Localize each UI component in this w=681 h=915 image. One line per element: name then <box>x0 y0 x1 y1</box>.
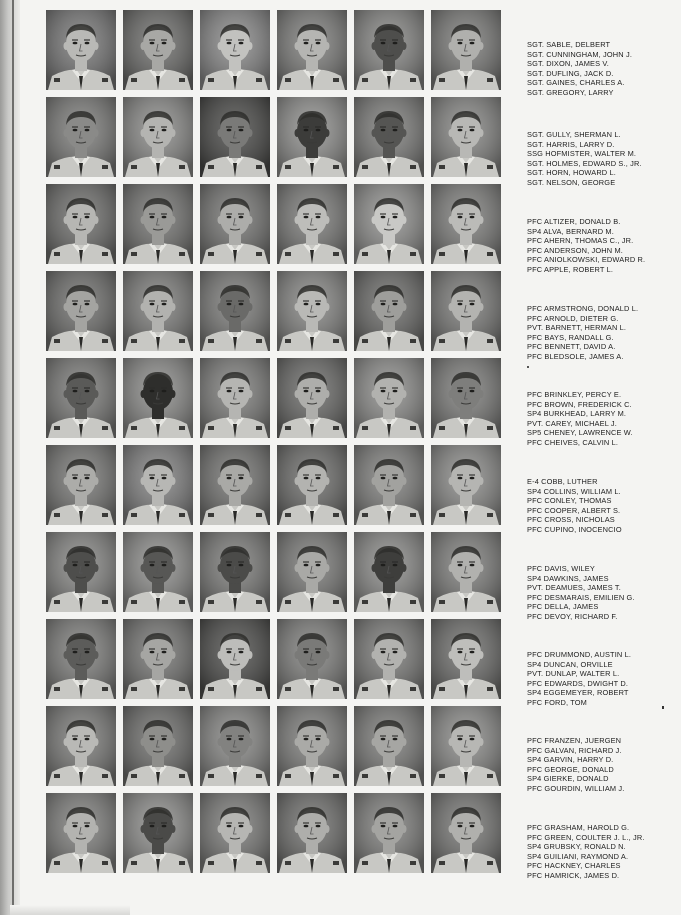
caption-block <box>527 477 677 535</box>
portrait-photo <box>354 619 424 699</box>
portrait-photo <box>431 10 501 90</box>
portrait-photo <box>431 184 501 264</box>
portrait-photo <box>277 445 347 525</box>
caption-name: PFC BRINKLEY, PERCY E. <box>527 390 622 399</box>
portrait-photo <box>277 706 347 786</box>
portrait-photo <box>354 706 424 786</box>
caption-block <box>527 823 677 881</box>
print-speck <box>527 366 529 368</box>
caption-name: SSG HOFMISTER, WALTER M. <box>527 149 637 159</box>
caption-name: PFC ARNOLD, DIETER G. <box>527 313 619 323</box>
caption-name: SGT. GAINES, CHARLES A. <box>527 78 625 88</box>
caption-name: PFC CONLEY, THOMAS <box>527 496 612 506</box>
caption-name: SP4 GIERKE, DONALD <box>527 774 609 784</box>
portrait-photo <box>277 97 347 177</box>
caption-name: SP4 BURKHEAD, LARRY M. <box>527 409 627 419</box>
caption-name: PFC CUPINO, INOCENCIO <box>527 524 622 534</box>
caption-name: PFC GOURDIN, WILLIAM J. <box>527 783 625 793</box>
caption-name: SGT. GREGORY, LARRY <box>527 87 614 97</box>
portrait-photo <box>123 793 193 873</box>
portrait-photo <box>46 97 116 177</box>
portrait-photo <box>123 10 193 90</box>
portrait-photo <box>200 97 270 177</box>
portrait-photo <box>431 793 501 873</box>
caption-name: PFC DELLA, JAMES <box>527 602 599 612</box>
portrait-photo <box>431 445 501 525</box>
portrait-photo <box>277 793 347 873</box>
caption-name: SGT. HOLMES, EDWARD S., JR. <box>527 158 642 168</box>
page-bottom-shadow <box>10 905 130 915</box>
caption-name: PFC ANDERSON, JOHN M. <box>527 245 623 255</box>
caption-name: E-4 COBB, LUTHER <box>527 477 598 486</box>
caption-name: PFC GREEN, COULTER J. L., JR. <box>527 832 645 842</box>
caption-name: PFC FORD, TOM <box>527 697 587 707</box>
portrait-photo <box>200 532 270 612</box>
caption-name: PFC GALVAN, RICHARD J. <box>527 745 622 755</box>
portrait-photo <box>431 358 501 438</box>
portrait-photo <box>354 358 424 438</box>
print-speck <box>662 706 664 709</box>
portrait-photo <box>277 532 347 612</box>
caption-name: PFC HACKNEY, CHARLES <box>527 861 621 871</box>
portrait-grid <box>46 10 511 890</box>
caption-name: PFC BROWN, FREDERICK C. <box>527 399 632 409</box>
portrait-photo <box>200 793 270 873</box>
caption-name: PFC CHEIVES, CALVIN L. <box>527 437 619 447</box>
caption-name: SP4 ALVA, BERNARD M. <box>527 226 614 236</box>
caption-name: PFC BAYS, RANDALL G. <box>527 332 614 342</box>
portrait-photo <box>354 184 424 264</box>
portrait-photo <box>354 10 424 90</box>
portrait-photo <box>431 619 501 699</box>
portrait-photo <box>354 445 424 525</box>
caption-name: SGT. DUFLING, JACK D. <box>527 68 614 78</box>
caption-name: SGT. HORN, HOWARD L. <box>527 168 616 178</box>
caption-name: PVT. DEAMUES, JAMES T. <box>527 583 621 593</box>
portrait-photo <box>431 706 501 786</box>
portrait-photo <box>46 271 116 351</box>
caption-name: PFC HAMRICK, JAMES D. <box>527 870 620 880</box>
caption-block <box>527 564 677 622</box>
portrait-photo <box>277 184 347 264</box>
portrait-photo <box>200 445 270 525</box>
caption-name: PFC APPLE, ROBERT L. <box>527 264 614 274</box>
caption-name: SP5 CHENEY, LAWRENCE W. <box>527 428 633 438</box>
caption-block <box>527 217 677 275</box>
caption-name: PFC ALTIZER, DONALD B. <box>527 217 621 226</box>
portrait-photo <box>46 358 116 438</box>
caption-block <box>527 390 677 448</box>
portrait-photo <box>277 271 347 351</box>
caption-block <box>527 736 677 794</box>
caption-name: PFC COOPER, ALBERT S. <box>527 505 621 515</box>
portrait-photo <box>46 532 116 612</box>
caption-name: SGT. CUNNINGHAM, JOHN J. <box>527 49 633 59</box>
portrait-photo <box>277 358 347 438</box>
caption-name: SGT. NELSON, GEORGE <box>527 177 616 187</box>
caption-name: SP4 GARVIN, HARRY D. <box>527 755 614 765</box>
portrait-photo <box>200 619 270 699</box>
portrait-photo <box>200 184 270 264</box>
caption-name: SP4 DAWKINS, JAMES <box>527 573 609 583</box>
portrait-photo <box>123 358 193 438</box>
portrait-photo <box>277 619 347 699</box>
portrait-photo <box>46 619 116 699</box>
caption-name: SP4 GRUBSKY, RONALD N. <box>527 842 626 852</box>
caption-name: SGT. HARRIS, LARRY D. <box>527 139 615 149</box>
caption-name: PFC ANIOLKOWSKI, EDWARD R. <box>527 255 646 265</box>
portrait-photo <box>354 793 424 873</box>
caption-name: PFC DRUMMOND, AUSTIN L. <box>527 650 632 659</box>
caption-name: SGT. GULLY, SHERMAN L. <box>527 130 621 139</box>
portrait-photo <box>354 271 424 351</box>
caption-name: PFC BENNETT, DAVID A. <box>527 342 616 352</box>
portrait-photo <box>354 532 424 612</box>
portrait-photo <box>123 532 193 612</box>
portrait-photo <box>200 271 270 351</box>
caption-name: PFC DEVOY, RICHARD F. <box>527 611 618 621</box>
portrait-photo <box>431 532 501 612</box>
caption-name: SGT. SABLE, DELBERT <box>527 40 611 49</box>
portrait-photo <box>46 10 116 90</box>
caption-name: PFC DAVIS, WILEY <box>527 564 595 573</box>
portrait-photo <box>431 97 501 177</box>
portrait-photo <box>123 184 193 264</box>
caption-name: SP4 EGGEMEYER, ROBERT <box>527 688 629 698</box>
caption-name: PFC ARMSTRONG, DONALD L. <box>527 304 639 313</box>
portrait-photo <box>123 619 193 699</box>
portrait-photo <box>46 184 116 264</box>
portrait-photo <box>354 97 424 177</box>
caption-block <box>527 304 677 362</box>
portrait-photo <box>200 358 270 438</box>
caption-name: PFC EDWARDS, DWIGHT D. <box>527 678 629 688</box>
portrait-photo <box>123 97 193 177</box>
caption-name: PVT. BARNETT, HERMAN L. <box>527 323 627 333</box>
caption-name: PFC CROSS, NICHOLAS <box>527 515 615 525</box>
portrait-photo <box>123 445 193 525</box>
caption-name: PFC BLEDSOLE, JAMES A. <box>527 351 624 361</box>
caption-name: SP4 DUNCAN, ORVILLE <box>527 659 613 669</box>
portrait-photo <box>200 706 270 786</box>
caption-name: PVT. DUNLAP, WALTER L. <box>527 669 620 679</box>
caption-block <box>527 40 677 98</box>
caption-block <box>527 650 677 708</box>
portrait-photo <box>46 445 116 525</box>
caption-name: PFC DESMARAIS, EMILIEN G. <box>527 592 635 602</box>
portrait-photo <box>46 706 116 786</box>
caption-block <box>527 130 677 188</box>
caption-name: PFC GEORGE, DONALD <box>527 764 614 774</box>
page-binding-shadow <box>0 0 20 915</box>
caption-name: SGT. DIXON, JAMES V. <box>527 59 609 69</box>
portrait-photo <box>277 10 347 90</box>
caption-name: PFC AHERN, THOMAS C., JR. <box>527 236 634 246</box>
portrait-photo <box>123 271 193 351</box>
portrait-photo <box>200 10 270 90</box>
page-binding-edge <box>12 0 14 915</box>
caption-name: PVT. CAREY, MICHAEL J. <box>527 418 617 428</box>
caption-name: PFC FRANZEN, JUERGEN <box>527 736 622 745</box>
portrait-photo <box>123 706 193 786</box>
caption-name: PFC GRASHAM, HAROLD G. <box>527 823 630 832</box>
caption-name: SP4 GUILIANI, RAYMOND A. <box>527 851 629 861</box>
portrait-photo <box>431 271 501 351</box>
portrait-photo <box>46 793 116 873</box>
caption-name: SP4 COLLINS, WILLIAM L. <box>527 486 621 496</box>
